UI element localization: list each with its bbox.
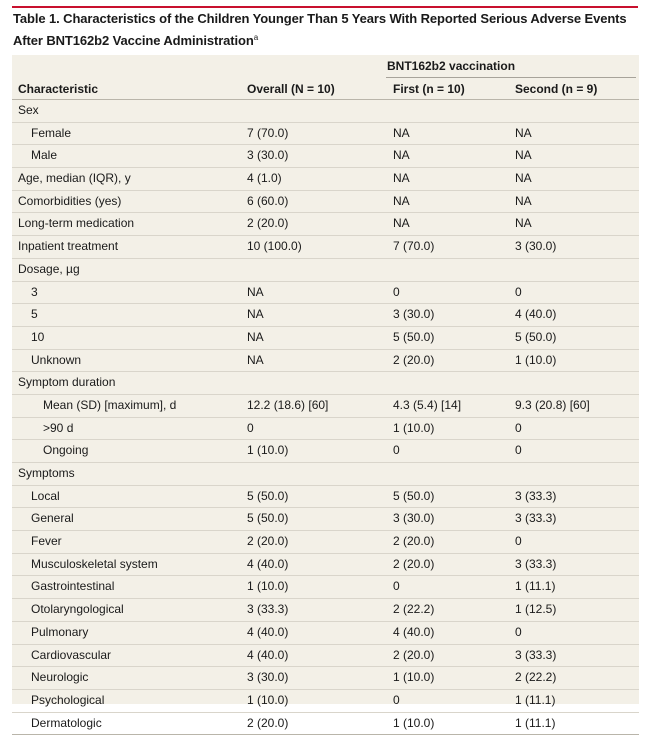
table-row bbox=[12, 667, 639, 690]
first-dose-value: 1 (10.0) bbox=[393, 670, 435, 685]
row-label: Cardiovascular bbox=[31, 647, 112, 662]
row-label: 10 bbox=[31, 329, 45, 344]
table-row bbox=[12, 282, 639, 305]
first-dose-value: 0 bbox=[393, 579, 400, 594]
row-label: Mean (SD) [maximum], d bbox=[43, 397, 177, 412]
table-row bbox=[12, 440, 639, 463]
second-dose-value: 2 (22.2) bbox=[515, 670, 557, 685]
overall-value: 1 (10.0) bbox=[247, 443, 289, 458]
overall-value: NA bbox=[247, 284, 264, 299]
second-dose-value: 0 bbox=[515, 284, 522, 299]
overall-value: 10 (100.0) bbox=[247, 239, 302, 254]
first-dose-value: 2 (20.0) bbox=[393, 534, 435, 549]
title-footnote-marker: a bbox=[253, 33, 259, 42]
second-dose-value: 3 (33.3) bbox=[515, 556, 557, 571]
second-dose-value: 0 bbox=[515, 624, 522, 639]
first-dose-value: NA bbox=[393, 193, 410, 208]
row-label: Otolaryngological bbox=[31, 602, 124, 617]
table-row bbox=[12, 213, 639, 236]
table-row bbox=[12, 463, 639, 486]
table-row bbox=[12, 123, 639, 146]
overall-value: 3 (30.0) bbox=[247, 670, 289, 685]
table-row bbox=[12, 372, 639, 395]
row-label: General bbox=[31, 511, 74, 526]
row-label: Unknown bbox=[31, 352, 82, 367]
table-row bbox=[12, 304, 639, 327]
first-dose-value: 1 (10.0) bbox=[393, 420, 435, 435]
second-dose-value: 3 (33.3) bbox=[515, 511, 557, 526]
row-label: >90 d bbox=[43, 420, 74, 435]
overall-value: 1 (10.0) bbox=[247, 579, 289, 594]
first-dose-value: NA bbox=[393, 148, 410, 163]
row-label: Female bbox=[31, 125, 72, 140]
second-dose-value: 3 (30.0) bbox=[515, 239, 557, 254]
second-dose-value: 0 bbox=[515, 443, 522, 458]
second-dose-value: 3 (33.3) bbox=[515, 488, 557, 503]
first-dose-value: 1 (10.0) bbox=[393, 715, 435, 730]
overall-value: 3 (30.0) bbox=[247, 148, 289, 163]
first-dose-value: 5 (50.0) bbox=[393, 329, 435, 344]
table-row bbox=[12, 168, 639, 191]
first-dose-value: 0 bbox=[393, 284, 400, 299]
characteristics-table bbox=[12, 55, 639, 730]
row-label: Musculoskeletal system bbox=[31, 556, 158, 571]
row-label: Long-term medication bbox=[18, 216, 135, 231]
second-dose-value: 1 (12.5) bbox=[515, 602, 557, 617]
table-row bbox=[12, 690, 639, 713]
second-dose-value: 1 (11.1) bbox=[515, 692, 556, 707]
table-row bbox=[12, 418, 639, 441]
overall-value: 4 (1.0) bbox=[247, 171, 282, 186]
second-dose-value: 1 (10.0) bbox=[515, 352, 557, 367]
table-row bbox=[12, 531, 639, 554]
row-label: Psychological bbox=[31, 692, 105, 707]
overall-value: 6 (60.0) bbox=[247, 193, 289, 208]
second-dose-value: NA bbox=[515, 193, 532, 208]
second-dose-value: 3 (33.3) bbox=[515, 647, 557, 662]
second-dose-value: 0 bbox=[515, 420, 522, 435]
table-title bbox=[13, 9, 633, 50]
row-label: Fever bbox=[31, 534, 62, 549]
table-row bbox=[12, 508, 639, 531]
row-label: Local bbox=[31, 488, 60, 503]
first-dose-value: NA bbox=[393, 125, 410, 140]
table-row bbox=[12, 395, 639, 418]
second-dose-value: NA bbox=[515, 171, 532, 186]
table-row bbox=[12, 327, 639, 350]
row-label: Symptom duration bbox=[18, 375, 116, 390]
overall-value: 7 (70.0) bbox=[247, 125, 289, 140]
table-row bbox=[12, 236, 639, 259]
second-dose-value: NA bbox=[515, 148, 532, 163]
table-row bbox=[12, 100, 639, 123]
overall-value: 12.2 (18.6) [60] bbox=[247, 397, 329, 412]
table-row bbox=[12, 145, 639, 168]
row-label: 3 bbox=[31, 284, 38, 299]
row-label: Symptoms bbox=[18, 466, 75, 480]
first-dose-value: 3 (30.0) bbox=[393, 307, 435, 322]
row-label: Sex bbox=[18, 103, 39, 117]
overall-value: 5 (50.0) bbox=[247, 511, 289, 526]
table-row bbox=[12, 645, 639, 668]
table-row bbox=[12, 622, 639, 645]
overall-value: 4 (40.0) bbox=[247, 624, 289, 639]
row-label: Gastrointestinal bbox=[31, 579, 115, 594]
overall-value: 2 (20.0) bbox=[247, 216, 289, 231]
table-title-line2: After BNT162b2 Vaccine Administration bbox=[13, 33, 254, 48]
overall-value: 5 (50.0) bbox=[247, 488, 289, 503]
overall-value: 4 (40.0) bbox=[247, 647, 289, 662]
row-label: Dermatologic bbox=[31, 715, 102, 730]
first-dose-value: 7 (70.0) bbox=[393, 239, 435, 254]
row-label: Comorbidities (yes) bbox=[18, 193, 122, 208]
vaccination-group-header: BNT162b2 vaccination bbox=[387, 59, 516, 73]
first-dose-value: 2 (20.0) bbox=[393, 352, 435, 367]
first-dose-value: 2 (22.2) bbox=[393, 602, 435, 617]
table-row bbox=[12, 554, 639, 577]
first-dose-value: 2 (20.0) bbox=[393, 556, 435, 571]
first-dose-value: 3 (30.0) bbox=[393, 511, 435, 526]
table-row bbox=[12, 350, 639, 373]
second-dose-value: NA bbox=[515, 216, 532, 231]
table-title-line1: Table 1. Characteristics of the Children Younger Than 5 Years With Reported Serious Adverse Events bbox=[13, 11, 627, 26]
title-rule bbox=[12, 6, 638, 8]
row-label: 5 bbox=[31, 307, 38, 322]
row-label: Male bbox=[31, 148, 58, 163]
row-label: Ongoing bbox=[43, 443, 89, 458]
row-label: Age, median (IQR), y bbox=[18, 171, 131, 186]
overall-value: NA bbox=[247, 307, 264, 322]
group-header-rule bbox=[386, 77, 636, 78]
overall-value: 1 (10.0) bbox=[247, 692, 289, 707]
table-row bbox=[12, 713, 639, 735]
table-row bbox=[12, 486, 639, 509]
first-dose-value: NA bbox=[393, 171, 410, 186]
table-row bbox=[12, 599, 639, 622]
row-label: Neurologic bbox=[31, 670, 89, 685]
overall-value: NA bbox=[247, 329, 264, 344]
table-body bbox=[12, 100, 639, 735]
first-dose-value: 2 (20.0) bbox=[393, 647, 435, 662]
second-dose-value: 0 bbox=[515, 534, 522, 549]
row-label: Dosage, µg bbox=[18, 261, 80, 276]
second-dose-value: NA bbox=[515, 125, 532, 140]
table-row bbox=[12, 259, 639, 282]
first-dose-value: 0 bbox=[393, 692, 400, 707]
row-label: Inpatient treatment bbox=[18, 239, 119, 254]
table-row bbox=[12, 576, 639, 599]
first-dose-value: 0 bbox=[393, 443, 400, 458]
second-dose-value: 9.3 (20.8) [60] bbox=[515, 397, 590, 412]
overall-value: 2 (20.0) bbox=[247, 715, 289, 730]
first-dose-value: NA bbox=[393, 216, 410, 231]
second-dose-value: 1 (11.1) bbox=[515, 579, 556, 594]
column-header-first-dose: First (n = 10) bbox=[393, 82, 465, 96]
row-label: Pulmonary bbox=[31, 624, 89, 639]
overall-value: 3 (33.3) bbox=[247, 602, 289, 617]
table-row bbox=[12, 191, 639, 214]
overall-value: 4 (40.0) bbox=[247, 556, 289, 571]
first-dose-value: 4.3 (5.4) [14] bbox=[393, 397, 462, 412]
second-dose-value: 4 (40.0) bbox=[515, 307, 557, 322]
overall-value: 0 bbox=[247, 420, 254, 435]
second-dose-value: 5 (50.0) bbox=[515, 329, 557, 344]
overall-value: 2 (20.0) bbox=[247, 534, 289, 549]
column-header-second-dose: Second (n = 9) bbox=[515, 82, 598, 96]
overall-value: NA bbox=[247, 352, 264, 367]
first-dose-value: 4 (40.0) bbox=[393, 624, 435, 639]
second-dose-value: 1 (11.1) bbox=[515, 715, 556, 730]
first-dose-value: 5 (50.0) bbox=[393, 488, 435, 503]
column-header-characteristic: Characteristic bbox=[18, 82, 99, 96]
table-header bbox=[12, 55, 639, 100]
column-header-overall: Overall (N = 10) bbox=[247, 82, 335, 96]
